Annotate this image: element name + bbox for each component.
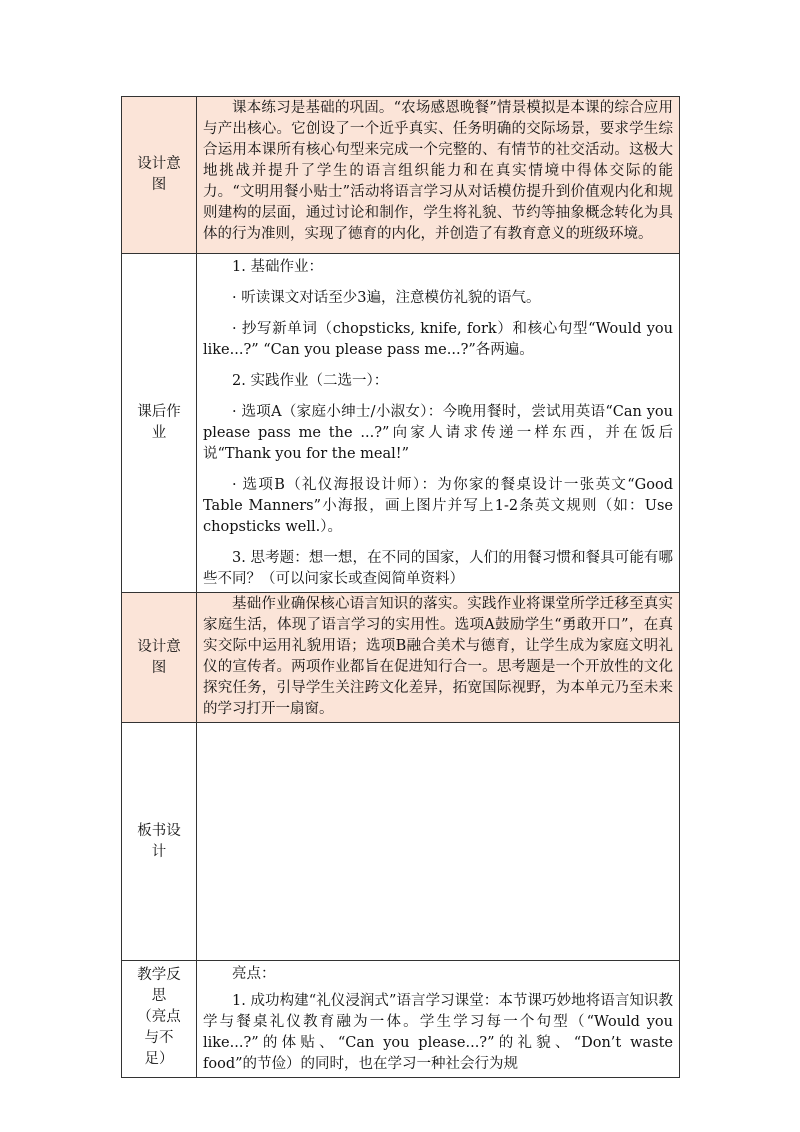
row-content-design-intent-1 [197, 97, 680, 254]
table-row [122, 254, 680, 593]
homework-item: · 选项A（家庭小绅士/小淑女）：今晚用餐时，尝试用英语“Can you please pass me the ...?”向家人请求传递一样东西，并在饭后说“Thank you for the meal!” [203, 404, 673, 462]
homework-heading-basic: 1. 基础作业： [232, 259, 323, 275]
row-label-reflection [122, 961, 197, 1078]
homework-heading-practice: 2. 实践作业（二选一）： [232, 373, 389, 389]
homework-item: · 抄写新单词（chopsticks, knife, fork）和核心句型“Would you like...?” “Can you please pass me...?”各两遍。 [203, 321, 673, 358]
row-label-line: 与不 [144, 1030, 174, 1046]
row-label-line: 思 [151, 988, 167, 1004]
row-label-line: 板书设 [137, 822, 181, 839]
table-row [122, 961, 680, 1078]
homework-thinking-question: 3. 思考题：想一想，在不同的国家，人们的用餐习惯和餐具可能有哪些不同？（可以问家长或查阅简单资料） [203, 550, 673, 587]
row-label-line: 图 [151, 659, 167, 676]
row-label-line: 业 [151, 425, 167, 441]
table-row [122, 723, 680, 961]
row-content-design-intent-2 [197, 593, 680, 723]
row-label-line: 课后作 [137, 404, 181, 420]
row-label-homework [122, 254, 197, 593]
row-label-design-intent-2 [122, 593, 197, 723]
row-label-line: 教学反 [137, 967, 181, 983]
table-row [122, 593, 680, 723]
paragraph: 课本练习是基础的巩固。“农场感恩晚餐”情景模拟是本课的综合应用与产出核心。它创设了一个近乎真实、任务明确的交际场景，要求学生综合运用本课所有核心句型来完成一个完整的、有情节的社交活动。这极大地挑战并提升了学生的语言组织能力和在真实情境中得体交际的能力。“文明用餐小贴士”活动将语言学习从对话模仿提升到价值观内化和规则建构的层面，通过讨论和制作，学生将礼貌、节约等抽象概念转化为具体的行为准则，实现了德育的内化，并创造了有教育意义的班级环境。 [203, 100, 673, 242]
paragraph: 基础作业确保核心语言知识的落实。实践作业将课堂所学迁移至真实家庭生活，体现了语言学习的实用性。选项A鼓励学生“勇敢开口”，在真实交际中运用礼貌用语；选项B融合美术与德育，让学生成为家庭文明礼仪的宣传者。两项作业都旨在促进知行合一。思考题是一个开放性的文化探究任务，引导学生关注跨文化差异，拓宽国际视野，为本单元乃至未来的学习打开一扇窗。 [203, 596, 673, 717]
row-label-line: 计 [151, 843, 167, 860]
reflection-item: 1. 成功构建“礼仪浸润式”语言学习课堂：本节课巧妙地将语言知识教学与餐桌礼仪教育融为一体。学生学习每一个句型（“Would you like...?”的体贴、“Can you please...?”的礼貌、“Don’t waste food”的节俭）的同时，也在学习一种社会行为规 [203, 993, 673, 1072]
homework-item: · 选项B（礼仪海报设计师）：为你家的餐桌设计一张英文“Good Table Manners”小海报，画上图片并写上1-2条英文规则（如：Use chopsticks well.）。 [203, 477, 673, 535]
homework-item: · 听读课文对话至少3遍，注意模仿礼貌的语气。 [232, 290, 541, 306]
row-label-line: 设计意 [137, 156, 181, 172]
row-label-line: 图 [151, 177, 167, 193]
reflection-heading-highlights: 亮点： [232, 966, 276, 982]
lesson-plan-table [121, 96, 680, 1078]
row-label-line: 设计意 [137, 638, 181, 655]
row-content-reflection [197, 961, 680, 1078]
table-row [122, 97, 680, 254]
row-content-homework [197, 254, 680, 593]
row-label-board-design [122, 723, 197, 961]
row-label-line: 足） [144, 1051, 174, 1067]
row-label-line: （亮点 [137, 1009, 181, 1025]
row-label-design-intent-1 [122, 97, 197, 254]
row-content-board-design [197, 723, 680, 961]
